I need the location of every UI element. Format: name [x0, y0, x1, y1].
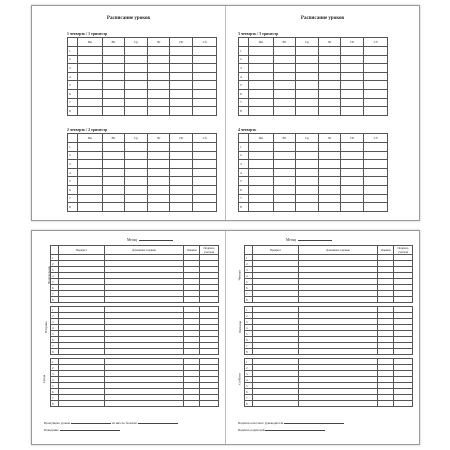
schedule-spread [31, 5, 420, 221]
day-label: Вторник [43, 320, 48, 333]
quarter-label-3: 3 четверть / 3 триместр [238, 32, 279, 36]
schedule-left-page [32, 6, 225, 220]
day-label: Понедельник [47, 265, 52, 284]
schedule-title: Расписание уроков [106, 16, 151, 21]
footer-teacher-signature: Подпись классного руководителя [238, 421, 345, 425]
schedule-table-q3: Пн Вт Ср Чт Пт Сб 1 2 3 4 5 6 7 8 [238, 37, 388, 116]
day-label: Суббота [237, 372, 242, 385]
schedule-table-q1: Пн Вт Ср Чт Пт Сб 1 2 3 4 5 6 7 8 [67, 37, 217, 116]
schedule-table-q2: Пн Вт Ср Чт Пт Сб 1 2 3 4 5 6 7 8 [67, 133, 217, 212]
schedule-table-q4: Пн Вт Ср Чт Пт Сб 1 2 3 4 5 6 7 8 [238, 133, 388, 212]
quarter-label-4: 4 четверть [238, 128, 257, 132]
homework-table-left: Предмет Домашнее задание Оценки Подпись учителя Понедельник 1 2 3 4 5 6 7 8 Вторник 1 2 3 4 5 6 7 8 Среда 1 2 3 4 5 6 7 8 [41, 245, 219, 407]
footer-parent-signature: Подпись родителей [238, 428, 326, 432]
day-label: Четверг [237, 269, 242, 280]
month-field-right: Месяц [286, 238, 332, 242]
schedule-title-right: Расписание уроков [300, 16, 345, 21]
homework-left-page [32, 231, 225, 444]
homework-spread [31, 230, 420, 445]
footer-missed-lessons: Пропущено уроков из них по болезни [44, 421, 179, 425]
footer-behavior: Поведение [44, 428, 121, 432]
month-field: Месяц [127, 238, 173, 242]
homework-right-page [226, 231, 419, 444]
quarter-label-1: 1 четверть / 1 триместр [67, 32, 108, 36]
quarter-label-2: 2 четверть / 2 триместр [67, 128, 108, 132]
schedule-right-page [226, 6, 419, 220]
homework-table-right: Предмет Домашнее задание Оценки Подпись учителя Четверг 1 2 3 4 5 6 7 8 Пятница 1 2 3 4 5 6 7 8 Суббота 1 2 3 4 5 6 7 8 [235, 245, 413, 407]
day-label: Среда [42, 374, 47, 383]
day-label: Пятница [237, 320, 242, 333]
